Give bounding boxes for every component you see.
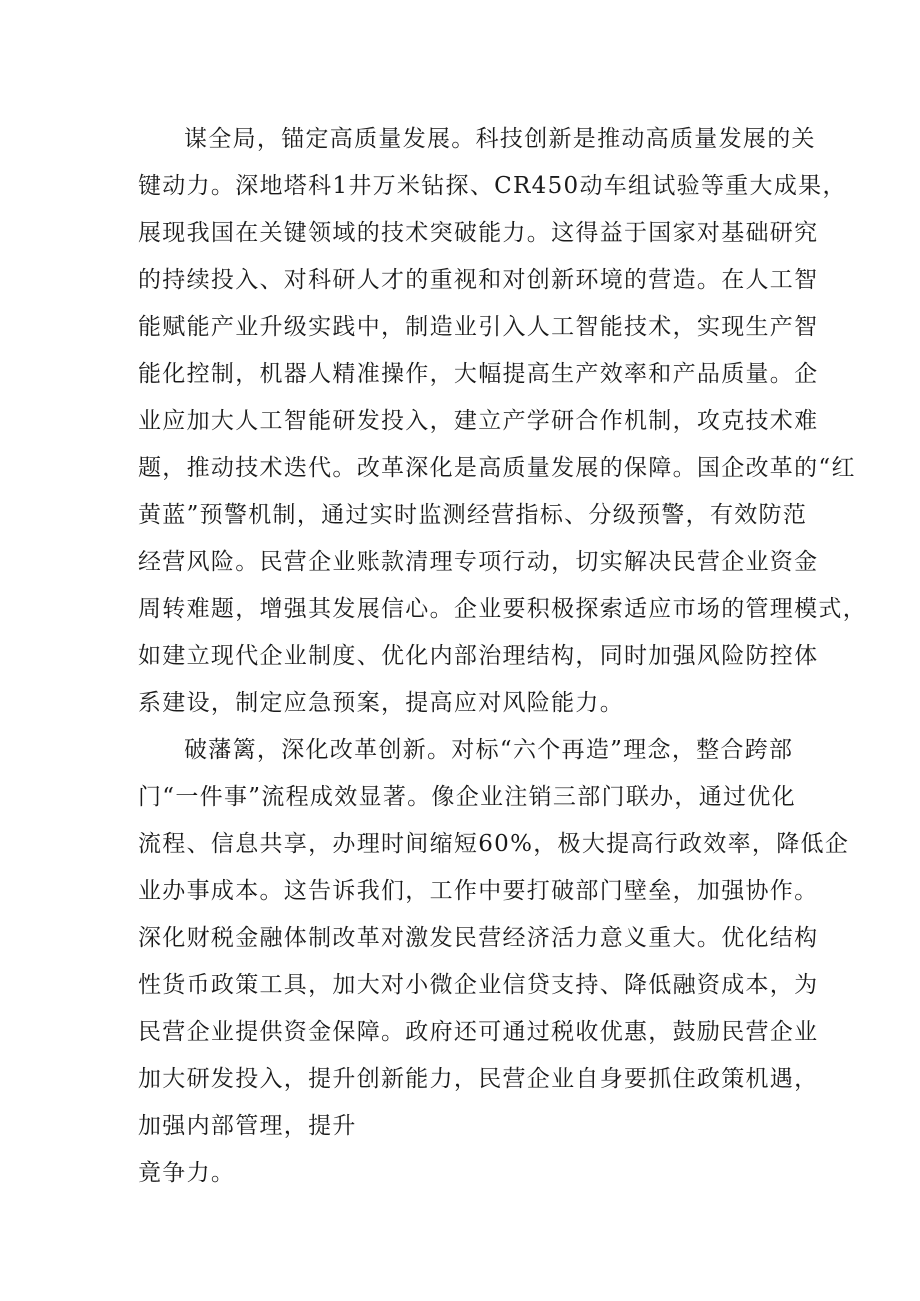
paragraph-1-line-3: 展现我国在关键领域的技术突破能力。这得益于国家对基础研究 bbox=[138, 220, 819, 246]
paragraph-1-line-1: 谋全局，锚定高质量发展。科技创新是推动高质量发展的关 bbox=[184, 126, 816, 152]
paragraph-1-line-6: 能化控制，机器人精准操作，大幅提高生产效率和产品质量。企 bbox=[138, 361, 819, 387]
paragraph-2-line-7: 民营企业提供资金保障。政府还可通过税收优惠，鼓励民营企业 bbox=[138, 1019, 819, 1045]
paragraph-1-line-5: 能赋能产业升级实践中，制造业引入人工智能技术，实现生产智 bbox=[138, 314, 819, 340]
paragraph-1-line-2: 键动力。深地塔科1井万米钻探、CR450动车组试验等重大成果， bbox=[138, 173, 847, 199]
paragraph-1-line-4: 的持续投入、对科研人才的重视和对创新环境的营造。在人工智 bbox=[138, 267, 819, 293]
paragraph-2-line-4: 业办事成本。这告诉我们，工作中要打破部门壁垒，加强协作。 bbox=[138, 878, 819, 904]
paragraph-1-line-12: 如建立现代企业制度、优化内部治理结构，同时加强风险防控体 bbox=[138, 643, 819, 669]
paragraph-1-line-8: 题，推动技术迭代。改革深化是高质量发展的保障。国企改革的“红 bbox=[138, 455, 856, 481]
paragraph-1-line-10: 经营风险。民营企业账款清理专项行动，切实解决民营企业资金 bbox=[138, 549, 819, 575]
paragraph-2-line-6: 性货币政策工具，加大对小微企业信贷支持、降低融资成本，为 bbox=[138, 972, 819, 998]
paragraph-2-line-2: 门“一件事”流程成效显著。像企业注销三部门联办，通过优化 bbox=[138, 784, 796, 810]
paragraph-2-line-5: 深化财税金融体制改革对激发民营经济活力意义重大。优化结构 bbox=[138, 925, 819, 951]
paragraph-2-line-1: 破藩篱，深化改革创新。对标“六个再造”理念，整合跨部 bbox=[184, 737, 794, 763]
paragraph-2-line-8: 加大研发投入，提升创新能力，民营企业自身要抓住政策机遇， bbox=[138, 1066, 819, 1092]
paragraph-1-line-9: 黄蓝”预警机制，通过实时监测经营指标、分级预警，有效防范 bbox=[138, 502, 808, 528]
paragraph-1-line-7: 业应加大人工智能研发投入，建立产学研合作机制，攻克技术难 bbox=[138, 408, 819, 434]
paragraph-1-line-11: 周转难题，增强其发展信心。企业要积极探索适应市场的管理模式， bbox=[138, 596, 867, 622]
paragraph-2-line-3: 流程、信息共享，办理时间缩短60%，极大提高行政效率，降低企 bbox=[138, 831, 850, 857]
paragraph-2-line-10: 竟争力。 bbox=[138, 1160, 236, 1186]
paragraph-1-line-13: 系建设，制定应急预案，提高应对风险能力。 bbox=[138, 690, 624, 716]
paragraph-2-line-9: 加强内部管理，提升 bbox=[138, 1113, 357, 1139]
